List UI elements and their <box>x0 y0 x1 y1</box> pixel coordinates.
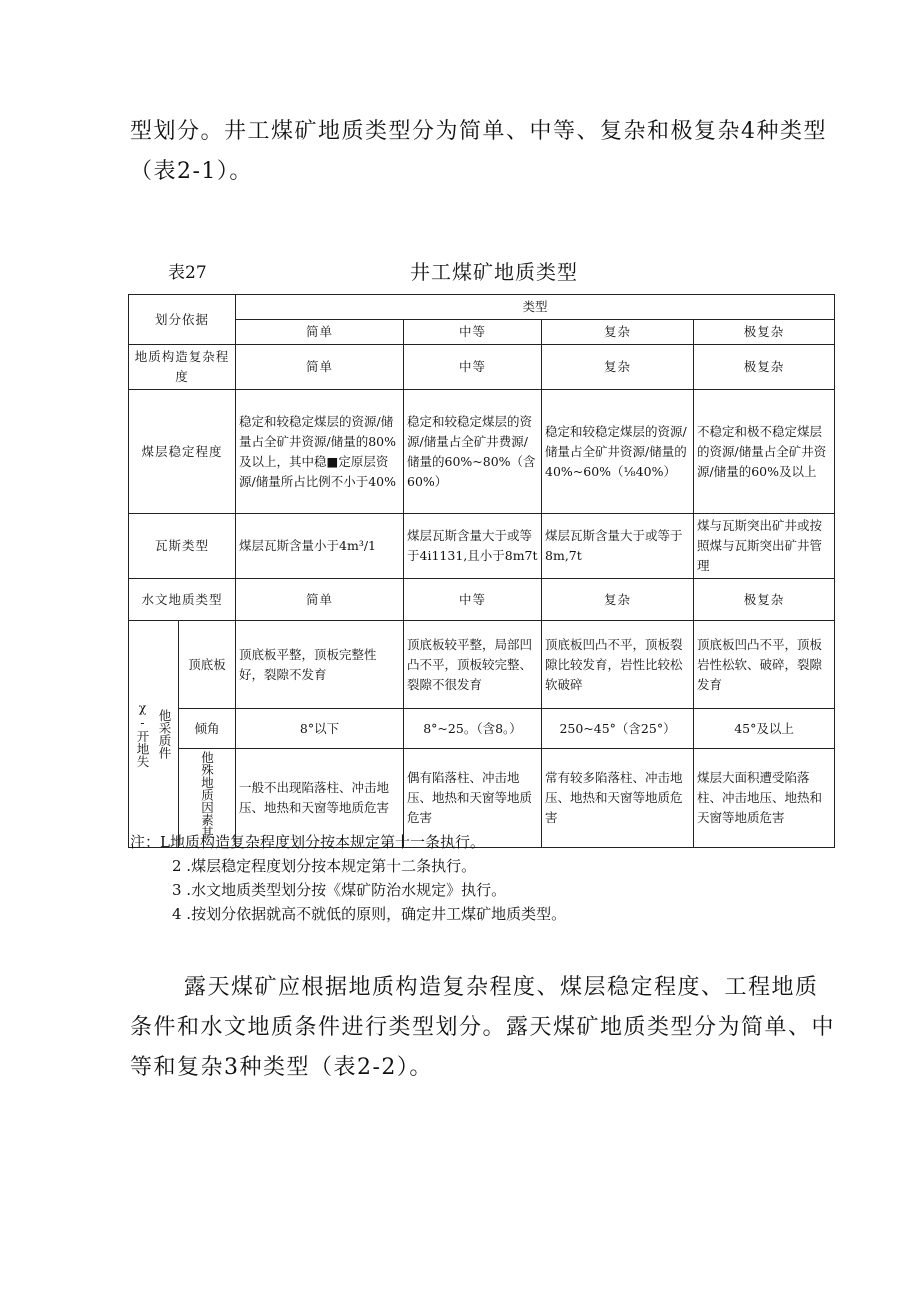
table-cell: 250~45°（含25°） <box>542 709 694 749</box>
row-label: 瓦斯类型 <box>129 514 236 579</box>
sub-row-label: 顶底板 <box>179 621 236 709</box>
table-cell: 复杂 <box>542 345 694 390</box>
sub-row-label: 倾角 <box>179 709 236 749</box>
note-item: 3 .水文地质类型划分按《煤矿防治水规定》执行。 <box>172 881 507 899</box>
note-item: 4 .按划分依据就高不就低的原则，确定井工煤矿地质类型。 <box>172 905 567 923</box>
table-cell: 简单 <box>236 345 404 390</box>
table-cell: 复杂 <box>542 579 694 621</box>
table-cell: 煤层瓦斯含量小于4m³/1 <box>236 514 404 579</box>
table-cell: 不稳定和极不稳定煤层的资源/储量占全矿井资源/储量的60%及以上 <box>694 390 835 514</box>
table-cell: 8°以下 <box>236 709 404 749</box>
mining-conditions-label <box>129 621 179 848</box>
column-header: 极复杂 <box>694 320 835 345</box>
table-cell: 8°~25。（含8。） <box>404 709 542 749</box>
note-item: 2 .煤层稳定程度划分按本规定第十二条执行。 <box>172 857 477 875</box>
header-type: 类型 <box>236 295 835 320</box>
note-item: 注：L地质构造复杂程度划分按本规定第十一条执行。 <box>130 833 485 851</box>
intro-paragraph: 型划分。井工煤矿地质类型分为简单、中等、复杂和极复杂4种类型（表2-1）。 <box>130 119 827 184</box>
table-cell: 煤与瓦斯突出矿井或按照煤与瓦斯突出矿井管理 <box>694 514 835 579</box>
table-cell: 煤层大面积遭受陷落柱、冲击地压、地热和天窗等地质危害 <box>694 749 835 848</box>
geology-type-table <box>128 294 835 848</box>
column-header: 中等 <box>404 320 542 345</box>
table-cell: 稳定和较稳定煤层的资源/储量占全矿井费源/储量的60%~80%（含60%） <box>404 390 542 514</box>
table-cell: 中等 <box>404 345 542 390</box>
table-cell: 极复杂 <box>694 579 835 621</box>
table-cell: 简单 <box>236 579 404 621</box>
table-cell: 一般不出现陷落柱、冲击地压、地热和天窗等地质危害 <box>236 749 404 848</box>
table-cell: 顶底板较平整，局部凹凸不平，顶板较完整、裂隙不很发育 <box>404 621 542 709</box>
outro-paragraph: 露天煤矿应根据地质构造复杂程度、煤层稳定程度、工程地质条件和水文地质条件进行类型划分。露天煤矿地质类型分为简单、中等和复杂3种类型（表2-2）。 <box>130 975 836 1080</box>
mining-label-a: χ-开地失 <box>135 700 150 768</box>
mining-label-b: 他采质件 <box>157 708 172 759</box>
column-header: 复杂 <box>542 320 694 345</box>
table-cell: 稳定和较稳定煤层的资源/储量占全矿井资源/储量的40%~60%（⅛40%） <box>542 390 694 514</box>
row-label: 地质构造复杂程度 <box>129 345 236 390</box>
table-cell: 极复杂 <box>694 345 835 390</box>
table-cell: 顶底板凹凸不平，顶板裂隙比较发育，岩性比较松软破碎 <box>542 621 694 709</box>
row-label: 水文地质类型 <box>129 579 236 621</box>
table-cell: 稳定和较稳定煤层的资源/储量占全矿井资源/储量的80%及以上，其中稳■定原层资源/储量所占比例不小于40% <box>236 390 404 514</box>
table-number: 表27 <box>168 263 207 283</box>
header-basis: 划分依据 <box>129 295 236 345</box>
column-header: 简单 <box>236 320 404 345</box>
other-factors-label: 他殊地质因素其 <box>199 751 215 839</box>
table-cell: 常有较多陷落柱、冲击地压、地热和天窗等地质危害 <box>542 749 694 848</box>
table-cell: 45°及以上 <box>694 709 835 749</box>
table-cell: 顶底板凹凸不平，顶板岩性松软、破碎，裂隙发育 <box>694 621 835 709</box>
table-cell: 顶底板平整，顶板完整性好，裂隙不发育 <box>236 621 404 709</box>
table-cell: 中等 <box>404 579 542 621</box>
row-label: 煤层稳定程度 <box>129 390 236 514</box>
table-cell: 煤层瓦斯含量大于或等于8m,7t <box>542 514 694 579</box>
table-cell: 偶有陷落柱、冲击地压、地热和天窗等地质危害 <box>404 749 542 848</box>
table-notes <box>130 830 566 926</box>
table-cell: 煤层瓦斯含量大于或等于4i1131,且小于8m7t <box>404 514 542 579</box>
table-title: 井工煤矿地质类型 <box>410 260 578 284</box>
